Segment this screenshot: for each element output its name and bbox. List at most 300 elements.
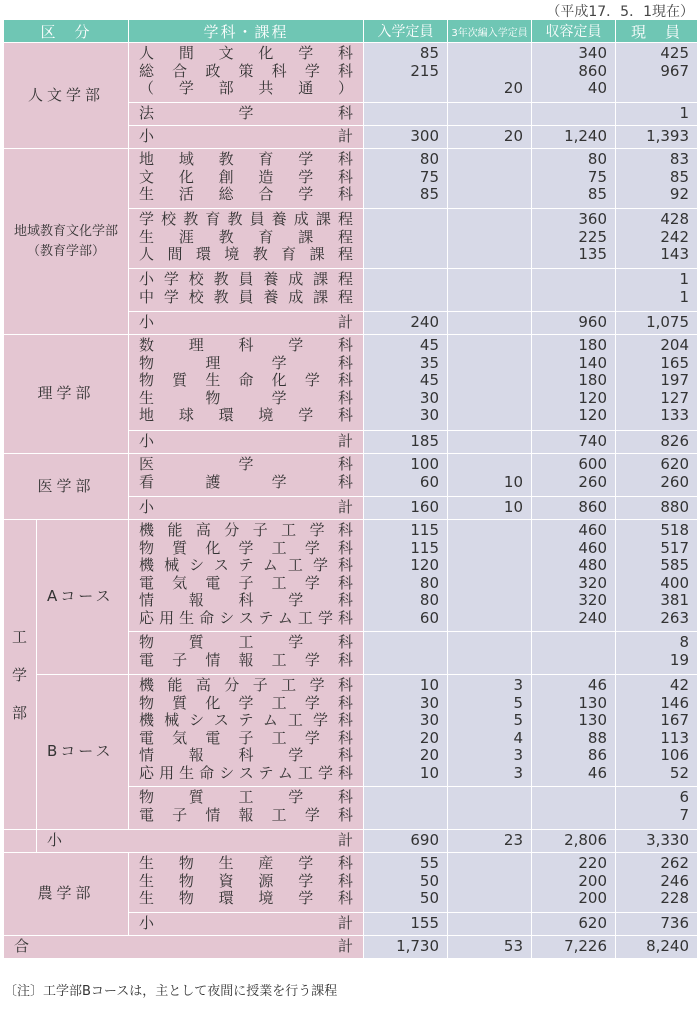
value-nyugaku: 115 xyxy=(410,521,440,539)
header-hennyu: 3年次編入学定員 xyxy=(448,20,532,43)
value-genin: 92 xyxy=(669,185,690,204)
value-shuyo xyxy=(532,807,607,825)
faculty-chiiki xyxy=(4,149,129,335)
value-genin: 167 xyxy=(660,711,690,730)
header-shuyo: 収容定員 xyxy=(532,20,616,43)
cell-genin xyxy=(616,43,698,103)
cell-hennyu xyxy=(448,149,532,209)
program-name: 法学科 xyxy=(139,104,354,122)
value-nyugaku xyxy=(364,271,439,289)
value-nyugaku: 85 xyxy=(419,44,440,62)
cell-nyugaku xyxy=(364,43,448,103)
program-name: 物質工学科 xyxy=(139,633,354,651)
value-hennyu xyxy=(448,557,523,575)
program-name: 電気電子工学科 xyxy=(139,573,354,592)
value-genin xyxy=(616,80,689,98)
value-shuyo: 480 xyxy=(578,556,608,575)
value-hennyu xyxy=(448,45,523,63)
value-genin: 83 xyxy=(669,150,690,168)
subtotal-nyugaku: 690 xyxy=(364,830,448,853)
value-genin: 204 xyxy=(660,336,690,354)
course-a: Aコース xyxy=(37,520,129,675)
cell-hennyu xyxy=(448,209,532,269)
cell-shuyo xyxy=(532,209,616,269)
value-genin: 165 xyxy=(660,353,690,372)
program-name: 機能高分子工学科 xyxy=(139,521,354,539)
subtotal-label: 小 計 xyxy=(37,830,364,853)
cell-nyugaku xyxy=(364,454,448,497)
program-name: 物質化学工学科 xyxy=(139,693,354,712)
value-shuyo: 88 xyxy=(587,728,608,747)
cell-shuyo xyxy=(532,149,616,209)
value-hennyu xyxy=(448,151,523,169)
value-hennyu: 10 xyxy=(503,472,524,491)
value-shuyo: 180 xyxy=(578,371,608,390)
program-name: 生物資源学科 xyxy=(139,871,354,890)
cell-hennyu xyxy=(448,269,532,312)
value-hennyu: 5 xyxy=(513,711,524,730)
subtotal-genin: 3,330 xyxy=(616,830,698,853)
faculty-jinbun: 人文学部 xyxy=(4,43,129,149)
value-nyugaku: 20 xyxy=(419,728,440,747)
value-genin: 518 xyxy=(660,521,690,539)
value-genin: 197 xyxy=(660,371,690,390)
subtotal-shuyo: 1,240 xyxy=(532,126,616,149)
program-name: 地球環境学科 xyxy=(139,406,354,425)
value-shuyo: 600 xyxy=(578,455,608,473)
value-nyugaku xyxy=(364,652,439,670)
value-genin: 85 xyxy=(669,167,690,186)
cell-genin xyxy=(616,209,698,269)
program-name: 医学科 xyxy=(139,455,354,473)
subtotal-shuyo: 2,806 xyxy=(532,830,616,853)
cell-genin xyxy=(616,632,698,675)
program-name: （学部共通） xyxy=(139,79,354,98)
program-name: 電子情報工学科 xyxy=(139,650,354,669)
value-nyugaku: 215 xyxy=(410,61,440,80)
value-nyugaku: 10 xyxy=(419,763,440,782)
subtotal-genin: 736 xyxy=(616,913,698,936)
value-nyugaku xyxy=(364,634,439,652)
value-nyugaku: 20 xyxy=(419,746,440,765)
subtotal-label: 小 計 xyxy=(129,497,364,520)
value-shuyo: 80 xyxy=(587,150,608,168)
total-shuyo: 7,226 xyxy=(532,936,616,959)
grand-total-row xyxy=(4,936,698,959)
value-nyugaku: 60 xyxy=(419,472,440,491)
subtotal-label: 小 計 xyxy=(129,312,364,335)
subtotal-label: 小 計 xyxy=(129,126,364,149)
value-genin: 263 xyxy=(660,608,690,627)
subtotal-shuyo: 620 xyxy=(532,913,616,936)
cell-shuyo xyxy=(532,675,616,787)
faculty-ko-3: 部 xyxy=(12,703,28,722)
cell-shuyo xyxy=(532,853,616,913)
program-name: 文化創造学科 xyxy=(139,167,354,186)
cell-nyugaku xyxy=(364,675,448,787)
value-nyugaku xyxy=(364,807,439,825)
subtotal-genin: 1,075 xyxy=(616,312,698,335)
program-name: 電子情報工学科 xyxy=(139,805,354,824)
value-genin: 260 xyxy=(660,472,690,491)
program-names xyxy=(129,103,364,126)
cell-hennyu xyxy=(448,787,532,830)
value-hennyu xyxy=(448,575,523,593)
value-hennyu xyxy=(448,246,523,264)
program-name: 機械システム工学科 xyxy=(139,556,354,575)
value-genin: 19 xyxy=(669,650,690,669)
program-name: 生物学科 xyxy=(139,388,354,407)
value-shuyo: 120 xyxy=(578,388,608,407)
program-name: 生活総合学科 xyxy=(139,185,354,204)
value-genin: 113 xyxy=(660,728,690,747)
value-shuyo: 75 xyxy=(587,167,608,186)
value-hennyu: 3 xyxy=(513,746,524,765)
value-hennyu: 5 xyxy=(513,693,524,712)
enrollment-table xyxy=(3,19,698,959)
value-genin: 106 xyxy=(660,746,690,765)
value-genin: 7 xyxy=(679,805,690,824)
value-genin: 228 xyxy=(660,889,690,908)
value-shuyo: 200 xyxy=(578,871,608,890)
cell-hennyu xyxy=(448,520,532,632)
value-shuyo xyxy=(532,105,607,123)
subtotal-hennyu: 23 xyxy=(448,830,532,853)
table-row xyxy=(4,853,698,913)
value-hennyu xyxy=(448,211,523,229)
cell-shuyo xyxy=(532,103,616,126)
faculty-i: 医学部 xyxy=(4,454,129,520)
value-nyugaku xyxy=(364,80,439,98)
value-hennyu: 20 xyxy=(503,79,524,98)
cell-nyugaku xyxy=(364,209,448,269)
value-hennyu xyxy=(448,186,523,204)
value-shuyo: 460 xyxy=(578,538,608,557)
subtotal-nyugaku: 185 xyxy=(364,431,448,454)
program-name: 機能高分子工学科 xyxy=(139,676,354,694)
program-names xyxy=(129,149,364,209)
value-genin: 620 xyxy=(660,455,690,473)
faculty-chiiki-line1: 地域教育文化学部 xyxy=(14,223,119,239)
value-genin: 585 xyxy=(660,556,690,575)
value-hennyu xyxy=(448,789,523,807)
program-names xyxy=(129,43,364,103)
value-hennyu: 3 xyxy=(513,763,524,782)
header-row xyxy=(4,20,698,43)
cell-hennyu xyxy=(448,43,532,103)
course-b: Bコース xyxy=(37,675,129,830)
table-row xyxy=(4,675,698,787)
program-name: 生物環境学科 xyxy=(139,889,354,908)
value-shuyo: 360 xyxy=(578,210,608,228)
value-nyugaku: 120 xyxy=(410,556,440,575)
value-nyugaku: 30 xyxy=(419,406,440,425)
value-nyugaku: 50 xyxy=(419,871,440,890)
value-genin: 381 xyxy=(660,591,690,610)
value-nyugaku: 100 xyxy=(410,455,440,473)
cell-nyugaku xyxy=(364,149,448,209)
program-name: 生涯教育課程 xyxy=(139,227,354,246)
value-genin: 42 xyxy=(669,676,690,694)
subtotal-genin: 826 xyxy=(616,431,698,454)
value-hennyu xyxy=(448,372,523,390)
header-genin: 現 員 xyxy=(616,20,698,43)
program-name: 地域教育学科 xyxy=(139,150,354,168)
program-name: 看護学科 xyxy=(139,472,354,491)
value-shuyo: 180 xyxy=(578,336,608,354)
program-names xyxy=(129,209,364,269)
value-nyugaku: 75 xyxy=(419,167,440,186)
value-shuyo xyxy=(532,634,607,652)
value-genin: 6 xyxy=(679,788,690,806)
value-hennyu xyxy=(448,407,523,425)
value-genin: 967 xyxy=(660,61,690,80)
total-nyugaku: 1,730 xyxy=(364,936,448,959)
table-row xyxy=(4,335,698,431)
value-genin: 1 xyxy=(679,287,690,306)
value-hennyu xyxy=(448,355,523,373)
cell-shuyo xyxy=(532,454,616,497)
subtotal-label: 小 計 xyxy=(129,431,364,454)
subtotal-hennyu xyxy=(448,913,532,936)
cell-hennyu xyxy=(448,335,532,431)
program-names xyxy=(129,520,364,632)
value-hennyu xyxy=(448,229,523,247)
value-shuyo: 135 xyxy=(578,245,608,264)
total-hennyu: 53 xyxy=(448,936,532,959)
value-hennyu xyxy=(448,652,523,670)
program-names xyxy=(129,787,364,830)
value-nyugaku xyxy=(364,229,439,247)
header-nyugaku: 入学定員 xyxy=(364,20,448,43)
value-hennyu xyxy=(448,634,523,652)
cell-shuyo xyxy=(532,520,616,632)
value-shuyo: 46 xyxy=(587,676,608,694)
value-genin: 428 xyxy=(660,210,690,228)
cell-genin xyxy=(616,335,698,431)
value-genin: 146 xyxy=(660,693,690,712)
value-genin: 127 xyxy=(660,388,690,407)
value-hennyu xyxy=(448,271,523,289)
subtotal-hennyu xyxy=(448,312,532,335)
value-nyugaku: 45 xyxy=(419,336,440,354)
cell-genin xyxy=(616,520,698,632)
value-genin: 425 xyxy=(660,44,690,62)
table-row xyxy=(4,43,698,103)
value-shuyo: 46 xyxy=(587,763,608,782)
value-genin: 242 xyxy=(660,227,690,246)
value-genin: 52 xyxy=(669,763,690,782)
value-shuyo: 460 xyxy=(578,521,608,539)
value-nyugaku: 55 xyxy=(419,854,440,872)
cell-hennyu xyxy=(448,675,532,787)
value-hennyu xyxy=(448,337,523,355)
header-kubun: 区 分 xyxy=(4,20,129,43)
subtotal-hennyu: 20 xyxy=(448,126,532,149)
value-hennyu: 3 xyxy=(513,676,524,694)
cell-genin xyxy=(616,103,698,126)
subtotal-hennyu xyxy=(448,431,532,454)
value-genin: 143 xyxy=(660,245,690,264)
value-shuyo: 200 xyxy=(578,889,608,908)
cell-genin xyxy=(616,149,698,209)
value-nyugaku xyxy=(364,105,439,123)
cell-genin xyxy=(616,787,698,830)
value-hennyu xyxy=(448,522,523,540)
cell-nyugaku xyxy=(364,269,448,312)
program-names xyxy=(129,853,364,913)
cell-hennyu xyxy=(448,632,532,675)
value-hennyu xyxy=(448,807,523,825)
table-row xyxy=(4,520,698,632)
value-shuyo: 240 xyxy=(578,608,608,627)
cell-shuyo xyxy=(532,632,616,675)
value-shuyo: 120 xyxy=(578,406,608,425)
value-nyugaku xyxy=(364,289,439,307)
program-name: 電気電子工学科 xyxy=(139,728,354,747)
value-hennyu: 4 xyxy=(513,728,524,747)
value-shuyo: 860 xyxy=(578,61,608,80)
faculty-ko-2: 学 xyxy=(12,665,28,684)
value-nyugaku: 10 xyxy=(419,676,440,694)
program-name: 応用生命システム工学科 xyxy=(139,608,354,627)
subtotal-nyugaku: 240 xyxy=(364,312,448,335)
value-nyugaku: 80 xyxy=(419,150,440,168)
value-nyugaku: 60 xyxy=(419,608,440,627)
total-genin: 8,240 xyxy=(616,936,698,959)
program-name: 学校教育教員養成課程 xyxy=(139,210,354,228)
value-shuyo xyxy=(532,289,607,307)
cell-nyugaku xyxy=(364,632,448,675)
cell-nyugaku xyxy=(364,520,448,632)
value-nyugaku: 35 xyxy=(419,353,440,372)
header-gakka: 学科・課程 xyxy=(129,20,364,43)
value-nyugaku xyxy=(364,246,439,264)
subtotal-nyugaku: 155 xyxy=(364,913,448,936)
program-names xyxy=(129,269,364,312)
table-row xyxy=(4,149,698,209)
subtotal-shuyo: 860 xyxy=(532,497,616,520)
cell-genin xyxy=(616,853,698,913)
value-shuyo: 320 xyxy=(578,573,608,592)
subtotal-hennyu: 10 xyxy=(448,497,532,520)
value-genin: 400 xyxy=(660,573,690,592)
program-name: 情報科学科 xyxy=(139,746,354,765)
cell-genin xyxy=(616,675,698,787)
value-nyugaku: 80 xyxy=(419,573,440,592)
cell-nyugaku xyxy=(364,853,448,913)
subtotal-shuyo: 960 xyxy=(532,312,616,335)
value-hennyu xyxy=(448,592,523,610)
faculty-ko-1: 工 xyxy=(12,627,28,646)
value-nyugaku: 115 xyxy=(410,538,440,557)
value-genin: 262 xyxy=(660,854,690,872)
value-hennyu xyxy=(448,540,523,558)
cell-hennyu xyxy=(448,103,532,126)
value-shuyo xyxy=(532,271,607,289)
value-genin: 1 xyxy=(679,270,690,288)
program-name: 生物生産学科 xyxy=(139,854,354,872)
table-row xyxy=(4,454,698,497)
subtotal-nyugaku: 300 xyxy=(364,126,448,149)
program-name: 数理科学科 xyxy=(139,336,354,354)
value-shuyo: 86 xyxy=(587,746,608,765)
faculty-no: 農学部 xyxy=(4,853,129,936)
subtotal-genin: 880 xyxy=(616,497,698,520)
value-shuyo: 140 xyxy=(578,353,608,372)
value-nyugaku: 45 xyxy=(419,371,440,390)
subtotal-nyugaku: 160 xyxy=(364,497,448,520)
cell-nyugaku xyxy=(364,787,448,830)
program-name: 機械システム工学科 xyxy=(139,711,354,730)
value-hennyu xyxy=(448,169,523,187)
value-hennyu xyxy=(448,289,523,307)
value-hennyu xyxy=(448,873,523,891)
faculty-ko xyxy=(4,520,37,830)
value-shuyo: 220 xyxy=(578,854,608,872)
program-name: 物質生命化学科 xyxy=(139,371,354,390)
value-hennyu xyxy=(448,890,523,908)
cell-shuyo xyxy=(532,787,616,830)
program-name: 情報科学科 xyxy=(139,591,354,610)
value-genin: 8 xyxy=(679,633,690,651)
value-hennyu xyxy=(448,390,523,408)
cell-genin xyxy=(616,454,698,497)
value-nyugaku xyxy=(364,789,439,807)
subtotal-genin: 1,393 xyxy=(616,126,698,149)
program-name: 応用生命システム工学科 xyxy=(139,763,354,782)
program-names xyxy=(129,335,364,431)
cell-shuyo xyxy=(532,43,616,103)
program-name: 物質化学工学科 xyxy=(139,538,354,557)
value-shuyo: 40 xyxy=(587,79,608,98)
value-hennyu xyxy=(448,63,523,81)
value-shuyo: 320 xyxy=(578,591,608,610)
value-nyugaku: 30 xyxy=(419,388,440,407)
value-nyugaku: 30 xyxy=(419,711,440,730)
program-name: 物理学科 xyxy=(139,353,354,372)
program-names xyxy=(129,454,364,497)
subtotal-row xyxy=(4,830,698,853)
subtotal-shuyo: 740 xyxy=(532,431,616,454)
faculty-chiiki-line2: （教育学部） xyxy=(27,243,106,259)
value-hennyu xyxy=(448,855,523,873)
value-genin: 1 xyxy=(679,104,690,122)
value-hennyu xyxy=(448,610,523,628)
value-genin: 133 xyxy=(660,406,690,425)
value-nyugaku xyxy=(364,211,439,229)
date-note: （平成17．5．1現在） xyxy=(546,4,694,20)
grand-total-label: 合 計 xyxy=(4,936,364,959)
program-name: 人間文化学科 xyxy=(139,44,354,62)
program-name: 人間環境教育課程 xyxy=(139,245,354,264)
value-shuyo: 130 xyxy=(578,711,608,730)
value-nyugaku: 80 xyxy=(419,591,440,610)
value-nyugaku: 30 xyxy=(419,693,440,712)
program-names xyxy=(129,675,364,787)
program-names xyxy=(129,632,364,675)
value-shuyo xyxy=(532,652,607,670)
value-hennyu xyxy=(448,105,523,123)
cell-shuyo xyxy=(532,269,616,312)
cell-hennyu xyxy=(448,454,532,497)
program-name: 物質工学科 xyxy=(139,788,354,806)
program-name: 中学校教員養成課程 xyxy=(139,287,354,306)
value-shuyo: 85 xyxy=(587,185,608,204)
subtotal-label: 小 計 xyxy=(129,913,364,936)
cell-shuyo xyxy=(532,335,616,431)
value-shuyo xyxy=(532,789,607,807)
